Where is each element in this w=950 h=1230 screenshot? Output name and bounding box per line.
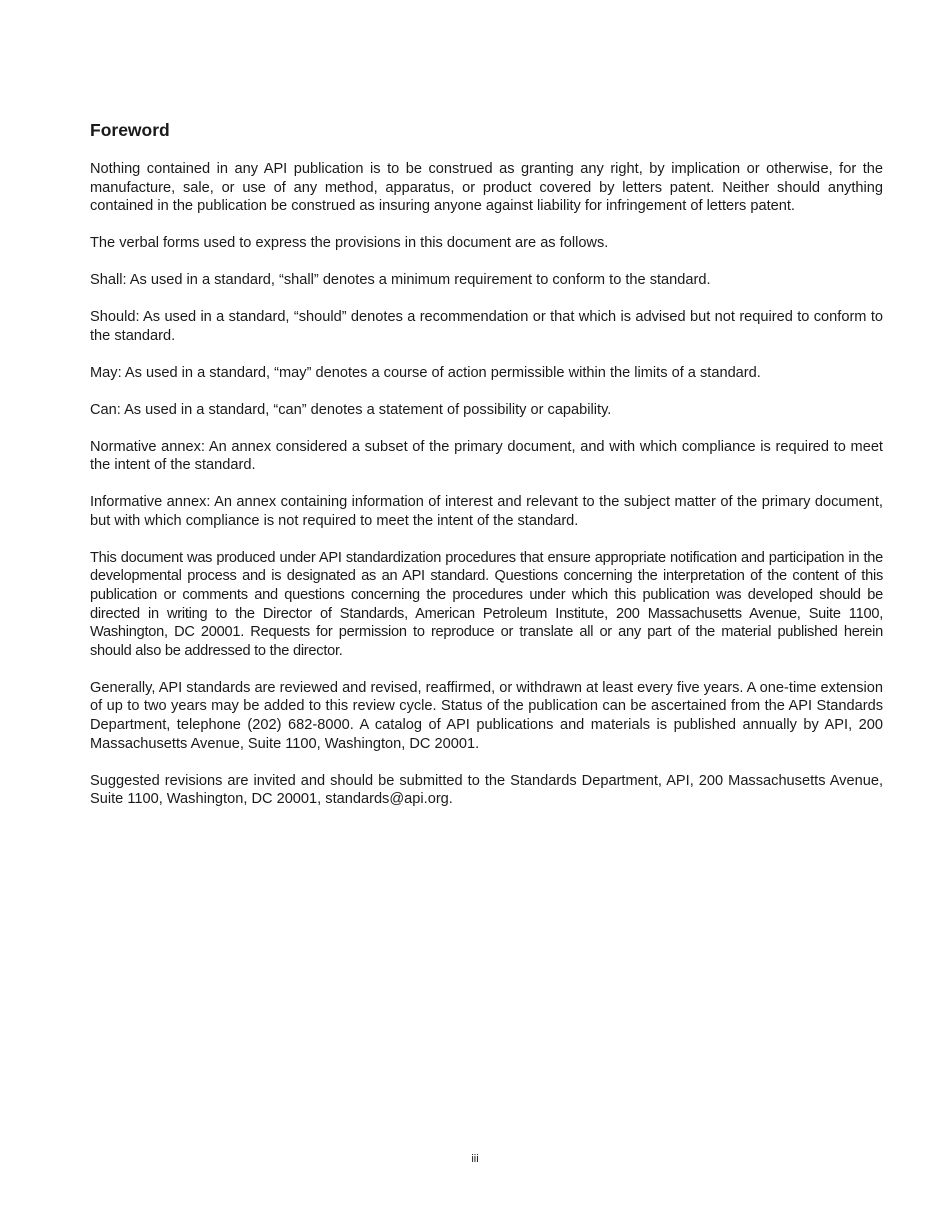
paragraph-suggested-revisions: Suggested revisions are invited and should be submitted to the Standards Department, API, 200 Massachusetts Avenue, Suite 1100, Washington, DC 20001, standards@api.org. xyxy=(90,772,883,808)
paragraph-patent-disclaimer: Nothing contained in any API publication is to be construed as granting any right, by implication or otherwise, for the manufacture, sale, or use of any method, apparatus, or product covered by letters patent. Neither should anything contained in the publication be construed as insuring anyone against liability for infringement of letters patent. xyxy=(90,161,883,215)
paragraph-review-cycle: Generally, API standards are reviewed and revised, reaffirmed, or withdrawn at least every five years. A one-time extension of up to two years may be added to this review cycle. Status of the publication can be ascertained from the API Standards Department, telephone (202) 682-8000. A catalog of API publications and materials is published annually by API, 200 Massachusetts Avenue, Suite 1100, Washington, DC 20001. xyxy=(90,679,883,752)
paragraph-shall-definition: Shall: As used in a standard, “shall” denotes a minimum requirement to conform to the standard. xyxy=(90,272,711,289)
paragraph-normative-annex: Normative annex: An annex considered a subset of the primary document, and with which compliance is required to meet the intent of the standard. xyxy=(90,438,883,474)
foreword-section xyxy=(90,118,883,827)
paragraph-should-definition: Should: As used in a standard, “should” denotes a recommendation or that which is advised but not required to conform to the standard. xyxy=(90,309,883,344)
paragraph-standardization-procedures: This document was produced under API standardization procedures that ensure appropriate notification and participation in the developmental process and is designated as an API standard. Questions concerning the interpretation of the content of this publication or comments and questions concerning the procedures under which this publication was developed should be directed in writing to the Director of Standards, American Petroleum Institute, 200 Massachusetts Avenue, Suite 1100, Washington, DC 20001. Requests for permission to reproduce or translate all or any part of the material published herein should also be addressed to the director. xyxy=(90,549,883,659)
paragraph-can-definition: Can: As used in a standard, “can” denotes a statement of possibility or capability. xyxy=(90,401,612,418)
paragraph-informative-annex: Informative annex: An annex containing information of interest and relevant to the subject matter of the primary document, but with which compliance is not required to meet the intent of the standard. xyxy=(90,494,883,529)
page-number: iii xyxy=(471,1153,479,1165)
paragraph-verbal-forms-intro: The verbal forms used to express the provisions in this document are as follows. xyxy=(90,235,609,252)
page-title: Foreword xyxy=(90,120,170,140)
paragraph-may-definition: May: As used in a standard, “may” denotes a course of action permissible within the limits of a standard. xyxy=(90,364,761,381)
